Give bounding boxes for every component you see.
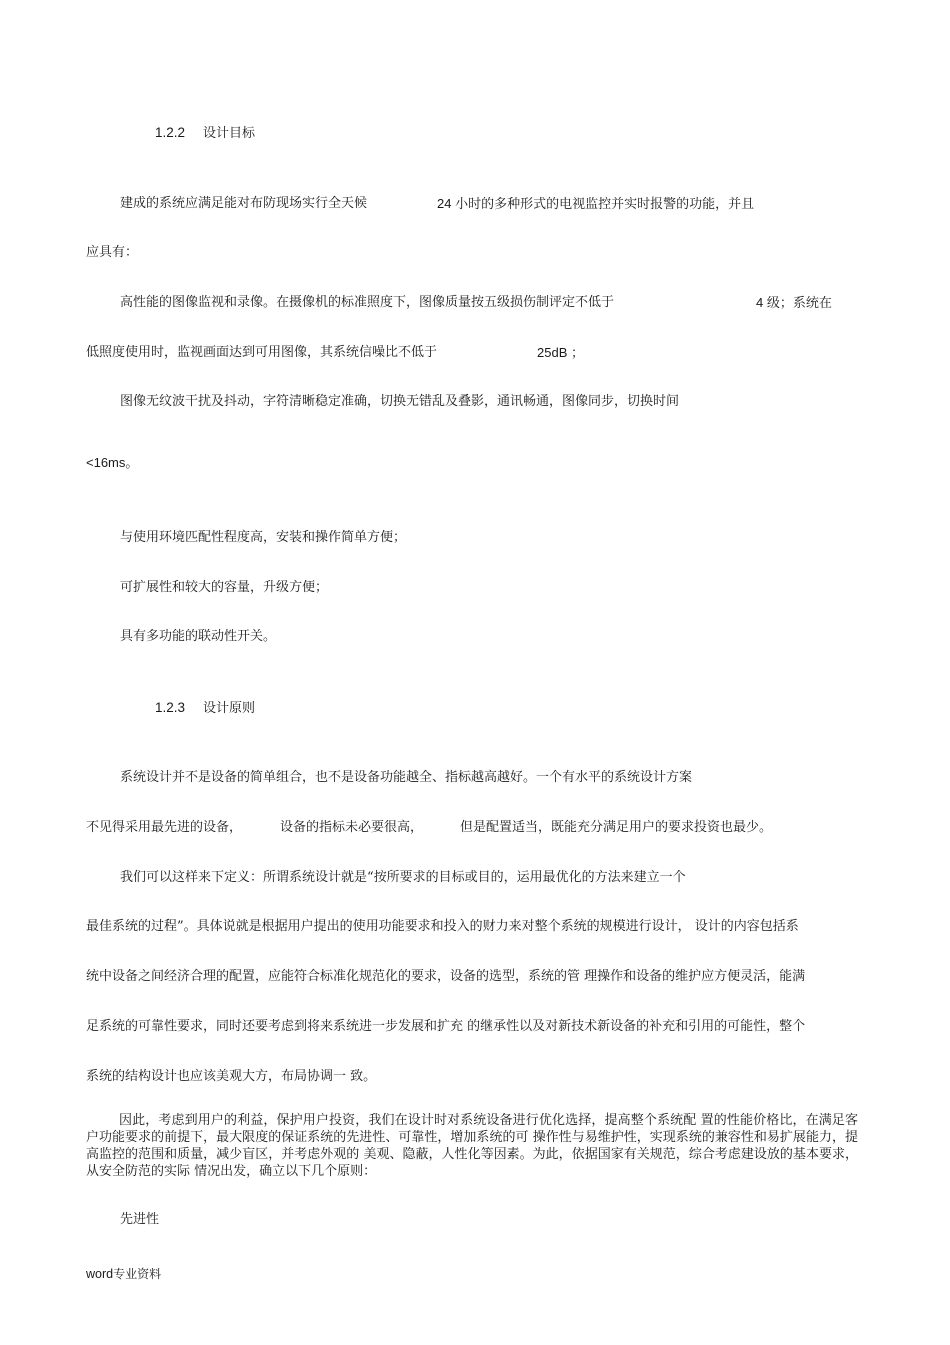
goal-line-4-part-2: 25dB ； <box>537 345 584 360</box>
goal-line-3-part-1: 高性能的图像监视和录像。在摄像机的标准照度下，图像质量按五级损伤制评定不低于 <box>120 295 615 310</box>
goal-line-6: <16ms。 <box>86 455 139 470</box>
section-heading-1-2-2 <box>155 125 255 142</box>
footer-word: word <box>86 1267 114 1281</box>
principle-p1-line-2-part-1: 不见得采用最先进的设备， <box>86 820 243 835</box>
section-number: 1.2.3 <box>155 700 186 715</box>
goal-line-5: 图像无纹波干扰及抖动，字符清晰稳定准确，切换无错乱及叠影，通讯畅通，图像同步，切换时间 <box>120 394 680 409</box>
section-title: 设计原则 <box>203 701 256 716</box>
principle-p1-line-2-part-3: 但是配置适当，既能充分满足用户的要求投资也最少。 <box>460 820 773 835</box>
goal-line-9: 具有多功能的联动性开关。 <box>120 629 277 644</box>
section-number: 1.2.2 <box>155 125 186 140</box>
principle-p2-line-2: 最佳系统的过程”。具体说就是根据用户提出的使用功能要求和投入的财力来对整个系统的规模进行设计， 设计的内容包括系 <box>86 919 799 934</box>
goal-line-1-part-2: 24 小时的多种形式的电视监控并实时报警的功能，并且 <box>437 196 755 211</box>
principle-p2-line-1: 我们可以这样来下定义：所谓系统设计就是“按所要求的目标或目的，运用最优化的方法来建立一个 <box>120 870 686 885</box>
goal-line-7: 与使用环境匹配性程度高，安装和操作简单方便； <box>120 530 407 545</box>
principle-p2-line-4: 足系统的可靠性要求，同时还要考虑到将来系统进一步发展和扩充 的继承性以及对新技术新设备的补充和引用的可能性，整个 <box>86 1019 806 1034</box>
principle-p3: 因此，考虑到用户的利益，保护用户投资，我们在设计时对系统设备进行优化选择，提高整个系统配 置的性能价格比，在满足客户功能要求的前提下，最大限度的保证系统的先进性、可靠性，增加系统的可 操作性与易维护性，实现系统的兼容性和易扩展能力，提高监控的范围和质量，减少盲区，并考虑外观的 美观、隐蔽，人性化等因素。为此，依据国家有关规范，综合考虑建设放的基本要求，从安全防范的实际 情况出发，确立以下几个原则： <box>86 1113 858 1179</box>
principle-p2-line-5: 系统的结构设计也应该美观大方，布局协调一 致。 <box>86 1069 377 1084</box>
principle-p1-line-1: 系统设计并不是设备的简单组合，也不是设备功能越全、指标越高越好。一个有水平的系统设计方案 <box>120 770 693 785</box>
principle-item-1: 先进性 <box>120 1212 160 1227</box>
principle-p1-line-2-part-2: 设备的指标未必要很高， <box>280 820 424 835</box>
section-heading-1-2-3 <box>155 700 255 717</box>
section-title: 设计目标 <box>203 126 256 141</box>
page-footer <box>86 1267 161 1281</box>
principle-p2-line-3: 统中设备之间经济合理的配置，应能符合标准化规范化的要求，设备的选型，系统的管 理操作和设备的维护应方便灵活，能满 <box>86 969 806 984</box>
footer-text: 专业资料 <box>113 1267 162 1281</box>
goal-line-1-part-1: 建成的系统应满足能对布防现场实行全天候 <box>120 196 368 211</box>
goal-line-8: 可扩展性和较大的容量，升级方便； <box>120 580 329 595</box>
goal-line-3-part-2: 4 级；系统在 <box>756 295 832 310</box>
goal-line-2: 应具有： <box>86 245 139 260</box>
goal-line-4-part-1: 低照度使用时，监视画面达到可用图像，其系统信噪比不低于 <box>86 345 438 360</box>
